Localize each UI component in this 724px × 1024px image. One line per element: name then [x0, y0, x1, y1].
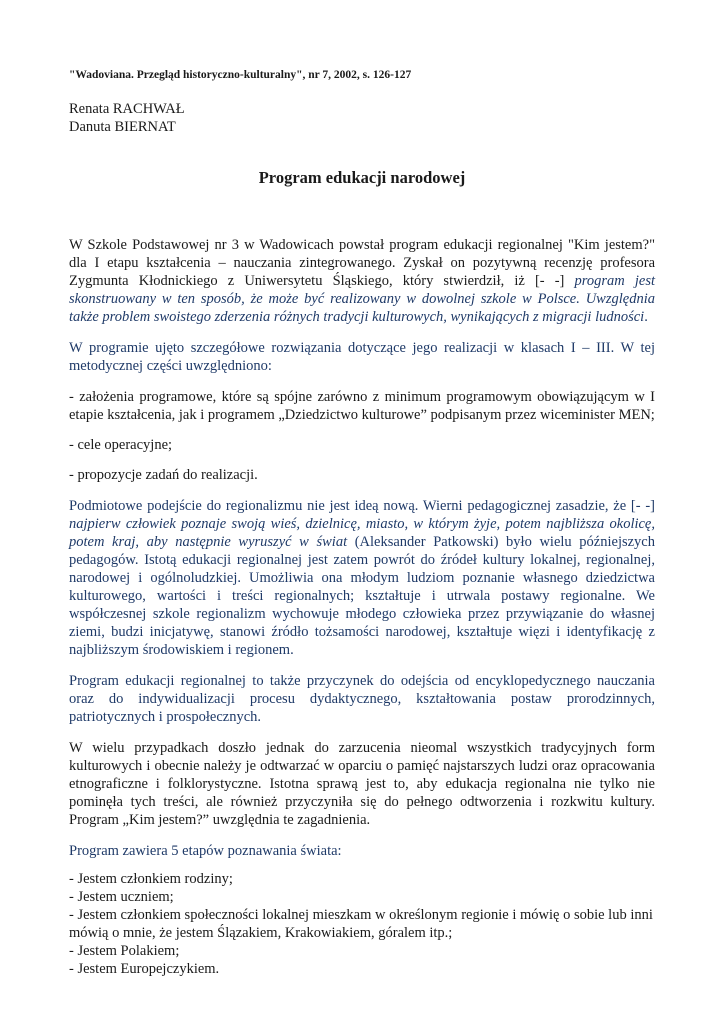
quotation-text: najpierw człowiek poznaje swoją wieś, dzielnicę, miasto, w którym żyje, potem najbliższa okolicę, potem kraj, aby następnie wyruszyć w świat [69, 516, 655, 550]
paragraph-intro [69, 236, 655, 326]
paragraph-regionalism [69, 497, 655, 659]
paragraph-list-item: - cele operacyjne; [69, 437, 173, 453]
authors-block [69, 100, 185, 136]
quotation-end: . [644, 309, 648, 325]
paragraph-text: Podmiotowe podejście do regionalizmu nie jest ideą nową. Wierni pedagogicznej zasadzie, że [- -] [69, 498, 655, 514]
paragraph-traditions: W wielu przypadkach doszło jednak do zarzucenia nieomal wszystkich tradycyjnych form kulturowych i obecnie należy je odtwarzać w oparciu o pamięć najstarszych ludzi oraz opracowania etnograficzne i folklorystyczne. Istotna sprawą jest to, aby edukacja regionalna nie tylko nie pominęła tych treści, ale również przyczyniła się do pełnego odtworzenia i rozkwitu kultury. Program „Kim jestem?” uwzględnia te zagadnienia. [69, 740, 655, 828]
stages-list [69, 870, 655, 978]
article-body [69, 236, 655, 978]
paragraph-methodology: W programie ujęto szczegółowe rozwiązania dotyczące jego realizacji w klasach I – III. W tej metodycznej części uwzględniono: [69, 340, 655, 374]
article-title: Program edukacji narodowej [258, 168, 466, 187]
paragraph-stages-intro: Program zawiera 5 etapów poznawania świata: [69, 843, 342, 859]
list-item: - Jestem członkiem rodziny; [69, 871, 233, 887]
list-item: - Jestem członkiem społeczności lokalnej mieszkam w określonym regionie i mówię o sobie lub inni mówią o mnie, że jestem Ślązakiem, Krakowiakiem, góralem itp.; [69, 907, 653, 941]
list-item: - Jestem Europejczykiem. [69, 961, 220, 977]
paragraph-list-item: - założenia programowe, które są spójne zarówno z minimum programowym obowiązującym w I etapie kształcenia, jak i programem „Dziedzictwo kulturowe” podpisanym przez wiceminister MEN; [69, 389, 655, 423]
list-item: - Jestem uczniem; [69, 889, 174, 905]
source-citation: "Wadoviana. Przegląd historyczno-kulturalny", nr 7, 2002, s. 126-127 [69, 69, 412, 81]
author-name: Danuta BIERNAT [69, 119, 176, 135]
paragraph-text: W Szkole Podstawowej nr 3 w Wadowicach powstał program edukacji regionalnej "Kim jestem?" dla I etapu kształcenia – nauczania zintegrowanego. Zyskał on pozytywną recenzję profesora Zygmunta Kłodnickiego z Uniwersytetu Śląskiego, który stwierdził, iż [- -] [69, 237, 655, 289]
author-name: Renata RACHWAŁ [69, 101, 185, 117]
list-item: - Jestem Polakiem; [69, 943, 180, 959]
paragraph-program: Program edukacji regionalnej to także przyczynek do odejścia od encyklopedycznego nauczania oraz do indywidualizacji procesu dydaktycznego, kształtowania postaw prorodzinnych, patriotycznych i prospołecznych. [69, 673, 655, 725]
paragraph-text: (Aleksander Patkowski) było wielu późniejszych pedagogów. Istotą edukacji regionalnej jest zatem powrót do źródeł kultury lokalnej, regionalnej, narodowej i ogólnoludzkiej. Umożliwia ona młodym ludziom poznanie własnego dziedzictwa kulturowego, wartości i treści regionalnych; kształtuje i utrwala postawy regionalne. We współczesnej szkole regionalizm wychowuje młodego człowieka przez przywiązanie do własnej ziemi, budzi inicjatywę, stanowi źródło tożsamości narodowej, kształtuje więzi i identyfikację z najbliższym środowiskiem i regionem. [69, 534, 655, 658]
quotation-text: program jest skonstruowany w ten sposób, że może być realizowany w dowolnej szkole w Polsce. Uwzględnia także problem swoistego zderzenia różnych tradycji kulturowych, wynikających z migracji ludności [69, 273, 655, 325]
paragraph-list-item: - propozycje zadań do realizacji. [69, 467, 258, 483]
